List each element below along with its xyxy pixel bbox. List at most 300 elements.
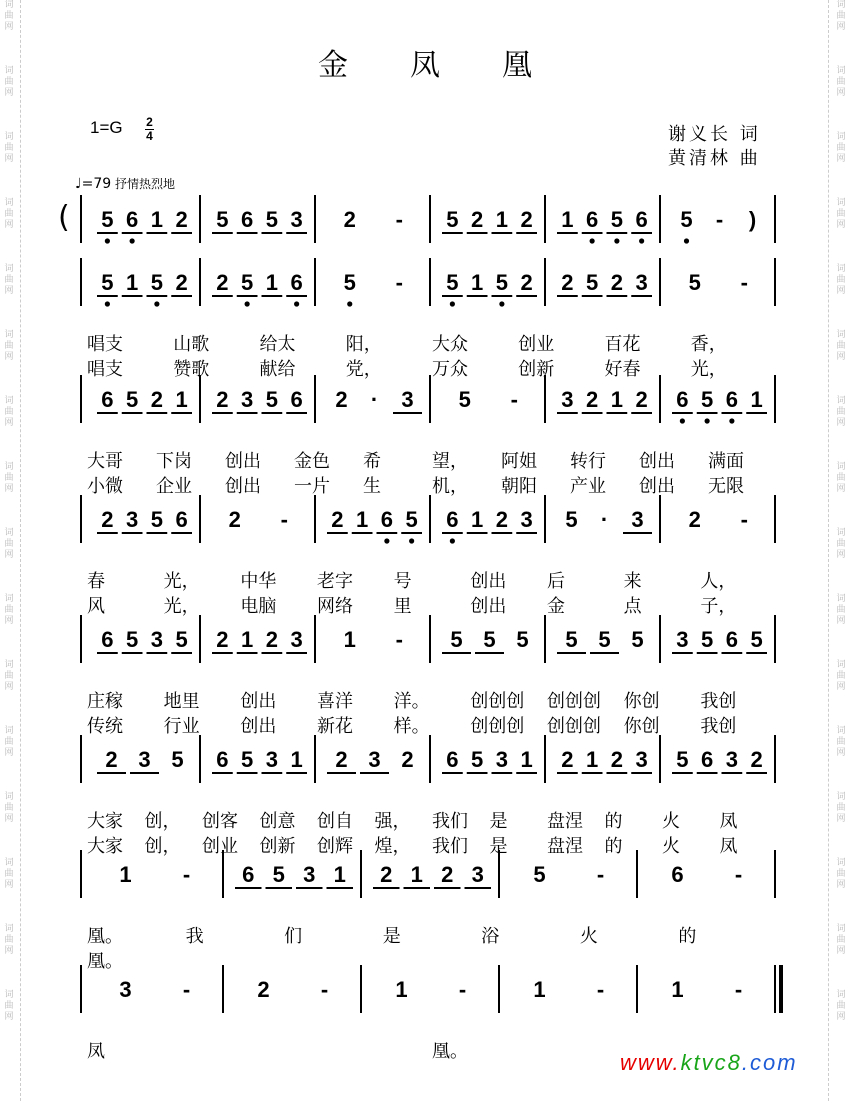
lyric-word: 金 (547, 596, 565, 617)
note: - (395, 627, 403, 652)
side-watermark-text: 词曲网 (4, 660, 14, 692)
octave-dot (450, 538, 455, 543)
lyric-word: 凤 (87, 1041, 105, 1062)
lyric-word: 阿姐 (501, 451, 537, 472)
side-watermark-text: 词曲网 (836, 990, 846, 1022)
lyric-word: 香， (690, 334, 727, 355)
note: 1 (356, 507, 369, 532)
note: 2 (335, 747, 348, 772)
octave-dot (409, 538, 414, 543)
side-watermark-text: 词曲网 (4, 990, 14, 1022)
note: · (370, 387, 379, 412)
note: 2 (257, 977, 270, 1002)
lyric-word: 企业 (156, 476, 192, 497)
lyric-word: 创创创 (470, 716, 525, 737)
octave-dot (245, 301, 250, 306)
lyric-word: 好春 (604, 359, 641, 380)
lyric-word: 创， (144, 836, 181, 857)
note: 5 (533, 862, 546, 887)
note: - (458, 977, 467, 1002)
note: 2 (610, 270, 623, 295)
note: 6 (676, 387, 689, 412)
note: 3 (401, 387, 414, 412)
note: 5 (688, 270, 701, 295)
lyric-word: 火 (662, 836, 680, 857)
lyric-word: 阳， (345, 334, 382, 355)
note: 5 (446, 270, 459, 295)
octave-dot (729, 418, 734, 423)
note: 2 (175, 270, 188, 295)
note: - (280, 507, 288, 532)
side-watermark-text: 词曲网 (4, 132, 14, 164)
note: 1 (586, 747, 599, 772)
side-watermark-text: 词曲网 (4, 198, 14, 230)
note: 5 (586, 270, 599, 295)
lyric-word: 的 (678, 926, 697, 947)
lyric-word: 电脑 (240, 596, 277, 617)
note: 6 (290, 270, 303, 295)
lyric-word: 创新 (518, 359, 555, 380)
note: - (734, 977, 743, 1002)
note: 5 (450, 627, 463, 652)
note: 3 (635, 270, 648, 295)
lyric-word: 大哥 (87, 451, 123, 472)
note: 2 (380, 862, 393, 887)
note: 2 (561, 270, 574, 295)
note: 2 (471, 207, 484, 232)
note: 1 (333, 862, 346, 887)
lyric-word: 里 (393, 596, 412, 617)
lyric-word: 大家 (87, 811, 123, 832)
lyric-word: 百花 (604, 334, 641, 355)
octave-dot (154, 301, 159, 306)
lyric-word: 是 (382, 926, 401, 947)
lyric-word: 样。 (393, 716, 430, 737)
note: 3 (265, 747, 278, 772)
note: 6 (586, 207, 599, 232)
lyric-word: 传统 (87, 716, 123, 737)
note: 5 (405, 507, 418, 532)
lyric-word: 创意 (259, 811, 296, 832)
lyric-word: 创客 (202, 811, 238, 832)
note: 2 (343, 207, 356, 232)
lyric-word: 产业 (570, 476, 606, 497)
lyric-word: 号 (393, 571, 412, 592)
lyric-word: 唱支 (87, 334, 123, 355)
lyric-word: 网络 (317, 596, 353, 617)
note: 5 (343, 270, 356, 295)
note: - (320, 977, 329, 1002)
octave-dot (347, 301, 352, 306)
note: 2 (228, 507, 241, 532)
lyric-word: 满面 (708, 451, 744, 472)
note: 2 (520, 270, 533, 295)
note: 1 (395, 977, 408, 1002)
note: 3 (561, 387, 574, 412)
side-watermark-text: 词曲网 (4, 330, 14, 362)
note: 5 (171, 747, 184, 772)
lyric-word: 创出 (225, 476, 261, 497)
note: ) (748, 207, 757, 232)
lyric-word: 创出 (470, 596, 507, 617)
lyric-word: 地里 (163, 691, 200, 712)
lyric-word: 创出 (240, 716, 277, 737)
note: 6 (725, 387, 738, 412)
site-watermark (620, 1050, 798, 1076)
note: - (740, 507, 748, 532)
note: - (596, 977, 605, 1002)
lyric-word: 创出 (240, 691, 277, 712)
lyric-word: 创业 (202, 836, 238, 857)
note: 5 (565, 507, 578, 532)
note: 5 (126, 627, 139, 652)
note: 5 (680, 207, 693, 232)
side-watermark-text: 词曲网 (836, 924, 846, 956)
lyric-word: 创自 (317, 811, 353, 832)
lyric-word: 新花 (317, 716, 353, 737)
note: 3 (635, 747, 648, 772)
lyric-word: 我 (185, 926, 204, 947)
note: 2 (216, 627, 229, 652)
lyric-word: 大众 (432, 334, 468, 355)
note: 2 (561, 747, 574, 772)
note: - (510, 387, 518, 412)
note: 6 (701, 747, 714, 772)
note: 5 (272, 862, 285, 887)
side-watermark-text: 词曲网 (4, 792, 14, 824)
lyric-word: 凤 (719, 836, 738, 857)
lyric-word: 光， (690, 359, 727, 380)
note: 1 (241, 627, 254, 652)
note: 2 (635, 387, 648, 412)
note: 1 (265, 270, 278, 295)
note: 2 (331, 507, 344, 532)
lyric-word: 创出 (639, 451, 675, 472)
note: 6 (725, 627, 738, 652)
side-watermark-text: 词曲网 (836, 792, 846, 824)
note: 5 (701, 627, 714, 652)
side-watermark-text: 词曲网 (4, 528, 14, 560)
octave-dot (590, 238, 595, 243)
note: 5 (631, 627, 644, 652)
side-watermark-text: 词曲网 (4, 0, 14, 32)
note: 2 (335, 387, 348, 412)
note: 2 (401, 747, 414, 772)
octave-dot (705, 418, 710, 423)
note: 5 (676, 747, 689, 772)
note: 5 (598, 627, 611, 652)
note: 2 (150, 387, 163, 412)
lyric-word: 的 (604, 811, 623, 832)
note: 5 (610, 207, 623, 232)
note: 2 (216, 270, 229, 295)
note: 6 (671, 862, 684, 887)
lyric-word: 的 (604, 836, 623, 857)
lyric-word: 创业 (518, 334, 555, 355)
octave-dot (639, 238, 644, 243)
lyric-word: 行业 (163, 716, 200, 737)
note: 5 (483, 627, 496, 652)
octave-dot (105, 301, 110, 306)
side-watermark-text: 词曲网 (4, 462, 14, 494)
note: 5 (458, 387, 471, 412)
note: 1 (119, 862, 132, 887)
note: 1 (533, 977, 546, 1002)
note: 3 (290, 207, 303, 232)
lyric-word: 凰。 (87, 951, 123, 972)
lyric-word: 万众 (432, 359, 468, 380)
note: 3 (150, 627, 163, 652)
note: 1 (520, 747, 533, 772)
note: 3 (631, 507, 644, 532)
octave-dot (384, 538, 389, 543)
watermark-part2: ktvc8 (680, 1050, 742, 1075)
side-watermark-text: 词曲网 (836, 858, 846, 890)
lyric-word: 春 (87, 571, 105, 592)
side-watermark-text: 词曲网 (836, 726, 846, 758)
lyric-word: 后 (547, 571, 565, 592)
lyricist: 谢义长 词 (668, 124, 761, 145)
side-watermark-text: 词曲网 (4, 858, 14, 890)
note: - (395, 207, 403, 232)
note: 6 (446, 747, 459, 772)
lyric-word: 创辉 (317, 836, 353, 857)
octave-dot (614, 238, 619, 243)
lyric-word: 赞歌 (173, 359, 210, 380)
note: 5 (516, 627, 529, 652)
note: 5 (750, 627, 763, 652)
lyric-word: 机， (432, 476, 468, 497)
octave-dot (450, 301, 455, 306)
side-watermark-text: 词曲网 (836, 330, 846, 362)
note: 1 (671, 977, 684, 1002)
lyric-word: 创新 (259, 836, 296, 857)
note: 5 (216, 207, 229, 232)
note: 1 (471, 270, 484, 295)
note: 1 (750, 387, 763, 412)
note: 3 (725, 747, 738, 772)
side-watermark-text: 词曲网 (4, 924, 14, 956)
side-watermark-text: 词曲网 (4, 726, 14, 758)
lyric-word: 大家 (87, 836, 123, 857)
side-watermark-text: 词曲网 (4, 264, 14, 296)
note: 5 (701, 387, 714, 412)
lyric-word: 是 (489, 811, 508, 832)
lyric-word: 创出 (225, 451, 261, 472)
note: 2 (175, 207, 188, 232)
side-watermark-text: 词曲网 (4, 594, 14, 626)
lyric-word: 光， (163, 596, 200, 617)
note: 5 (241, 270, 254, 295)
note: 1 (150, 207, 163, 232)
lyric-word: 创出 (470, 571, 507, 592)
lyric-word: 我创 (700, 716, 737, 737)
lyric-word: 创创创 (547, 716, 601, 737)
note: 6 (101, 627, 114, 652)
note: 6 (380, 507, 393, 532)
side-watermark-text: 词曲网 (836, 66, 846, 98)
lyric-word: 盘涅 (547, 836, 583, 857)
note: 1 (290, 747, 303, 772)
note: 5 (265, 207, 278, 232)
note: 3 (303, 862, 316, 887)
time-sig-bottom: 4 (146, 129, 153, 143)
lyric-word: 献给 (259, 359, 296, 380)
note: 3 (368, 747, 381, 772)
note: 1 (343, 627, 356, 652)
note: 3 (138, 747, 151, 772)
lyric-word: 给太 (259, 334, 296, 355)
note: - (740, 270, 748, 295)
note: 6 (635, 207, 648, 232)
lyric-word: 我们 (432, 811, 468, 832)
lyric-word: 小微 (87, 476, 123, 497)
lyric-word: 火 (662, 811, 680, 832)
watermark-part1: www. (620, 1050, 681, 1075)
note: 3 (241, 387, 254, 412)
note: - (182, 977, 191, 1002)
octave-dot (680, 418, 685, 423)
time-sig-top: 2 (146, 115, 153, 129)
note: - (596, 862, 605, 887)
song-title: 金凤凰 (318, 48, 594, 83)
note: 2 (441, 862, 454, 887)
note: 5 (565, 627, 578, 652)
side-watermark-text: 词曲网 (4, 66, 14, 98)
lyric-word: 创出 (639, 476, 675, 497)
lyric-word: 唱支 (87, 359, 123, 380)
note: 5 (126, 387, 139, 412)
note: 6 (241, 207, 254, 232)
lyric-word: 下岗 (156, 451, 192, 472)
note: 2 (688, 507, 701, 532)
note: 5 (150, 507, 163, 532)
side-watermark-text: 词曲网 (836, 132, 846, 164)
side-watermark-text: 词曲网 (836, 528, 846, 560)
octave-dot (130, 238, 135, 243)
lyric-word: 火 (579, 926, 598, 947)
note: 2 (216, 387, 229, 412)
side-watermark-text: 词曲网 (836, 0, 846, 32)
note: 6 (101, 387, 114, 412)
note: 1 (471, 507, 484, 532)
lyric-word: 凰。 (87, 926, 123, 947)
side-watermark-text: 词曲网 (836, 396, 846, 428)
note: 3 (471, 862, 484, 887)
lyric-word: 煌， (374, 836, 411, 857)
side-watermark-text: 词曲网 (4, 396, 14, 428)
lyric-word: 金色 (294, 451, 330, 472)
lyric-word: 盘涅 (547, 811, 583, 832)
lyric-word: 望， (432, 451, 468, 472)
composer: 黄清林 曲 (668, 148, 761, 169)
lyric-word: 凰。 (432, 1041, 468, 1062)
note: 5 (265, 387, 278, 412)
lyric-word: 洋。 (393, 691, 430, 712)
note: 2 (105, 747, 118, 772)
note: - (395, 270, 403, 295)
note: · (600, 507, 609, 532)
note: 2 (520, 207, 533, 232)
note: 6 (446, 507, 459, 532)
note: - (715, 207, 724, 232)
octave-dot (499, 301, 504, 306)
note: 3 (495, 747, 508, 772)
lyric-word: 风 (87, 596, 105, 617)
note: 5 (495, 270, 508, 295)
note: 2 (610, 747, 623, 772)
note: 3 (119, 977, 132, 1002)
note: 2 (495, 507, 508, 532)
side-watermark-text: 词曲网 (836, 594, 846, 626)
side-watermark-text: 词曲网 (836, 660, 846, 692)
lyric-word: 点 (623, 596, 642, 617)
lyric-word: 转行 (570, 451, 606, 472)
note: 5 (446, 207, 459, 232)
side-watermark-text: 词曲网 (836, 462, 846, 494)
note: 5 (101, 270, 114, 295)
lyric-word: 中华 (240, 571, 277, 592)
note: 1 (410, 862, 423, 887)
note: 2 (586, 387, 599, 412)
lyric-word: 我创 (700, 691, 737, 712)
lyric-word: 创， (144, 811, 181, 832)
note: 1 (175, 387, 188, 412)
note: 2 (101, 507, 114, 532)
note: 1 (126, 270, 139, 295)
side-watermark-text: 词曲网 (836, 264, 846, 296)
note: - (734, 862, 743, 887)
note: 5 (241, 747, 254, 772)
lyric-word: 生 (363, 476, 381, 497)
note: 6 (290, 387, 303, 412)
lyric-word: 无限 (708, 476, 744, 497)
lyric-word: 党， (345, 359, 382, 380)
note: 1 (495, 207, 508, 232)
note: 3 (520, 507, 533, 532)
tempo-expression: 抒情热烈地 (114, 177, 175, 191)
note: 2 (265, 627, 278, 652)
lyric-word: 是 (489, 836, 508, 857)
watermark-part3: .com (741, 1050, 798, 1075)
lyric-word: 子， (700, 596, 737, 617)
lyric-word: 喜洋 (317, 691, 353, 712)
note: 5 (101, 207, 114, 232)
lyric-word: 你创 (623, 691, 660, 712)
octave-dot (294, 301, 299, 306)
lyric-word: 朝阳 (501, 476, 537, 497)
octave-dot (105, 238, 110, 243)
lyric-word: 人， (700, 571, 737, 592)
note: 6 (175, 507, 188, 532)
lyric-word: 强， (374, 811, 411, 832)
lyric-word: 老字 (317, 571, 353, 592)
note: 6 (216, 747, 229, 772)
note: 5 (175, 627, 188, 652)
lyric-word: 一片 (294, 476, 330, 497)
note: 1 (561, 207, 574, 232)
note: 1 (610, 387, 623, 412)
lyric-word: 创创创 (547, 691, 601, 712)
side-watermark-text: 词曲网 (836, 198, 846, 230)
lyric-word: 你创 (623, 716, 660, 737)
lyric-word: 我们 (432, 836, 468, 857)
octave-dot (684, 238, 689, 243)
open-paren: ( (58, 200, 70, 235)
note: 3 (676, 627, 689, 652)
note: 6 (242, 862, 255, 887)
note: 2 (750, 747, 763, 772)
